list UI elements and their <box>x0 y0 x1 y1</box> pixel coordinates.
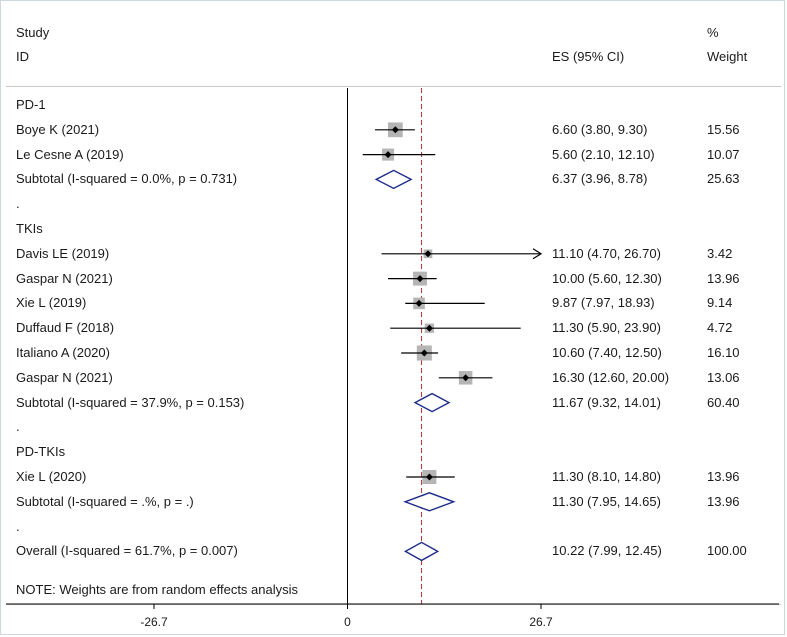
study-weight: 10.07 <box>707 146 740 162</box>
study-label: Le Cesne A (2019) <box>16 146 124 162</box>
study-label: Italiano A (2020) <box>16 345 110 360</box>
header-id: ID <box>16 49 29 64</box>
study-label: Duffaud F (2018) <box>16 320 115 336</box>
header-study: Study <box>16 25 50 40</box>
header-weight-percent: % <box>707 25 719 40</box>
spacer-dot: . <box>16 196 20 212</box>
subtotal-diamond <box>405 493 454 511</box>
study-weight: 13.96 <box>707 270 740 286</box>
study-weight: 13.96 <box>707 469 740 484</box>
study-label: Gaspar N (2021) <box>16 270 113 286</box>
effect-size-ci: 11.30 (7.95, 14.65) <box>552 493 661 509</box>
header-es: ES (95% CI) <box>552 49 625 64</box>
group-label: PD-TKIs <box>16 444 66 460</box>
subtotal-diamond <box>376 170 411 188</box>
study-label: Overall (I-squared = 61.7%, p = 0.007) <box>16 543 238 559</box>
study-label: Xie L (2020) <box>16 469 87 484</box>
effect-size-ci: 9.87 (7.97, 18.93) <box>552 295 655 311</box>
effect-size-ci: 6.37 (3.96, 8.78) <box>552 171 648 187</box>
study-weight: 100.00 <box>707 543 747 559</box>
study-label: Xie L (2019) <box>16 295 87 311</box>
study-weight: 3.42 <box>707 245 733 261</box>
study-label: Subtotal (I-squared = 37.9%, p = 0.153) <box>16 394 245 410</box>
effect-size-ci: 10.00 (5.60, 12.30) <box>552 270 662 286</box>
x-tick-label: -26.7 <box>140 615 168 629</box>
effect-size-ci: 6.60 (3.80, 9.30) <box>552 121 648 137</box>
study-weight: 15.56 <box>707 121 740 137</box>
effect-size-ci: 16.30 (12.60, 20.00) <box>552 369 670 385</box>
study-weight: 9.14 <box>707 295 733 311</box>
effect-size-ci: 11.30 (5.90, 23.90) <box>552 320 661 336</box>
x-tick-label: 26.7 <box>529 615 553 629</box>
study-weight: 4.72 <box>707 320 733 336</box>
study-weight: 60.40 <box>707 394 740 410</box>
study-label: Davis LE (2019) <box>16 245 110 261</box>
spacer-dot: . <box>16 419 20 435</box>
group-label: TKIs <box>16 221 43 236</box>
effect-size-ci: 11.10 (4.70, 26.70) <box>552 245 661 261</box>
effect-size-ci: 10.22 (7.99, 12.45) <box>552 543 662 559</box>
study-label: Subtotal (I-squared = .%, p = .) <box>16 493 194 509</box>
study-label: Subtotal (I-squared = 0.0%, p = 0.731) <box>16 171 238 187</box>
effect-size-ci: 11.30 (8.10, 14.80) <box>552 469 661 484</box>
footnote: NOTE: Weights are from random effects analysis <box>16 582 299 597</box>
subtotal-diamond <box>415 394 449 412</box>
study-weight: 25.63 <box>707 171 740 187</box>
x-tick-label: 0 <box>344 615 351 629</box>
header-weight: Weight <box>707 49 748 64</box>
spacer-dot: . <box>16 518 20 534</box>
study-weight: 16.10 <box>707 345 740 360</box>
study-weight: 13.96 <box>707 493 740 509</box>
overall-diamond <box>405 542 437 560</box>
study-weight: 13.06 <box>707 369 740 385</box>
effect-size-ci: 10.60 (7.40, 12.50) <box>552 345 662 360</box>
study-label: Boye K (2021) <box>16 121 100 137</box>
effect-size-ci: 5.60 (2.10, 12.10) <box>552 146 655 162</box>
group-label: PD-1 <box>16 97 46 112</box>
effect-size-ci: 11.67 (9.32, 14.01) <box>552 394 661 410</box>
study-label: Gaspar N (2021) <box>16 369 113 385</box>
